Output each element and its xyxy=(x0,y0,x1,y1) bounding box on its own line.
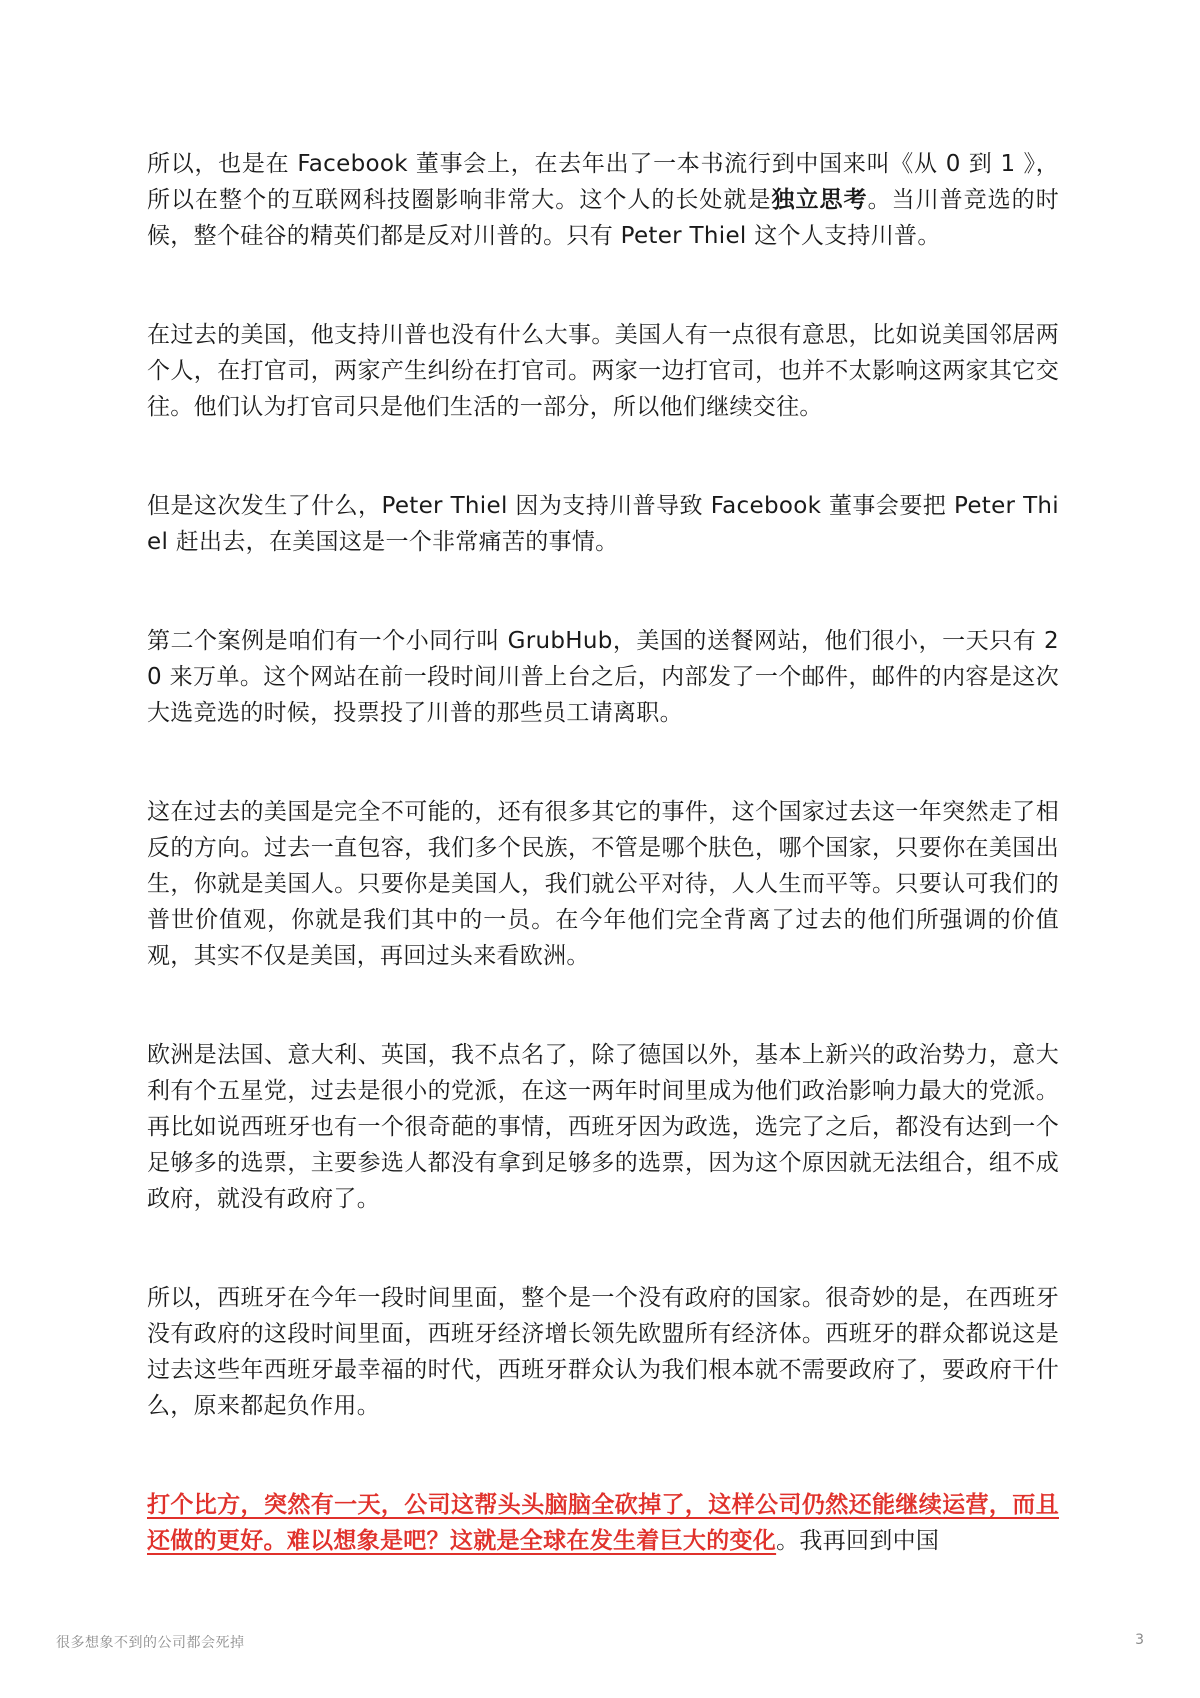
paragraph-1-text-b: 。当川普竞选的时候，整个硅谷的精英们都是反对川普的。只有 Peter Thiel 这个人支持川普。 xyxy=(147,187,1059,249)
paragraph-4: 第二个案例是咱们有一个小同行叫 GrubHub，美国的送餐网站，他们很小，一天只有 20 来万单。这个网站在前一段时间川普上台之后，内部发了一个邮件，邮件的内容是这次大选竞选的时候，投票投了川普的那些员工请离职。 xyxy=(147,628,1059,726)
highlighted-quote: 打个比方，突然有一天，公司这帮头头脑脑全砍掉了，这样公司仍然还能继续运营，而且还做的更好。难以想象是吧？这就是全球在发生着巨大的变化 xyxy=(147,1492,1059,1554)
paragraph-8-text: 。我再回到中国 xyxy=(776,1528,940,1554)
paragraph-5: 这在过去的美国是完全不可能的，还有很多其它的事件，这个国家过去这一年突然走了相反的方向。过去一直包容，我们多个民族，不管是哪个肤色，哪个国家，只要你在美国出生，你就是美国人。只要你是美国人，我们就公平对待，人人生而平等。只要认可我们的普世价值观，你就是我们其中的一员。在今年他们完全背离了过去的他们所强调的价值观，其实不仅是美国，再回过头来看欧洲。 xyxy=(147,799,1059,969)
paragraph-7: 所以，西班牙在今年一段时间里面，整个是一个没有政府的国家。很奇妙的是，在西班牙没有政府的这段时间里面，西班牙经济增长领先欧盟所有经济体。西班牙的群众都说这是过去这些年西班牙最幸福的时代，西班牙群众认为我们根本就不需要政府了，要政府干什么，原来都起负作用。 xyxy=(147,1285,1059,1419)
paragraph-2: 在过去的美国，他支持川普也没有什么大事。美国人有一点很有意思，比如说美国邻居两个人，在打官司，两家产生纠纷在打官司。两家一边打官司，也并不太影响这两家其它交往。他们认为打官司只是他们生活的一部分，所以他们继续交往。 xyxy=(147,322,1059,420)
page-number: 3 xyxy=(1135,1632,1144,1648)
paragraph-6: 欧洲是法国、意大利、英国，我不点名了，除了德国以外，基本上新兴的政治势力，意大利有个五星党，过去是很小的党派，在这一两年时间里成为他们政治影响力最大的党派。再比如说西班牙也有一个很奇葩的事情，西班牙因为政选，选完了之后，都没有达到一个足够多的选票，主要参选人都没有拿到足够多的选票，因为这个原因就无法组合，组不成政府，就没有政府了。 xyxy=(147,1042,1059,1212)
paragraph-8 xyxy=(147,1487,1059,1559)
paragraph-3: 但是这次发生了什么，Peter Thiel 因为支持川普导致 Facebook 董事会要把 Peter Thiel 赶出去，在美国这是一个非常痛苦的事情。 xyxy=(147,493,1059,555)
footer-title: 很多想象不到的公司都会死掉 xyxy=(56,1635,245,1651)
paragraph-1-text-a: 所以，也是在 Facebook 董事会上，在去年出了一本书流行到中国来叫《从 0 到 1 》，所以在整个的互联网科技圈影响非常大。这个人的长处就是 xyxy=(147,151,1059,213)
page-body xyxy=(147,146,1059,1559)
paragraph-1 xyxy=(147,146,1059,254)
bold-phrase: 独立思考 xyxy=(771,187,868,213)
